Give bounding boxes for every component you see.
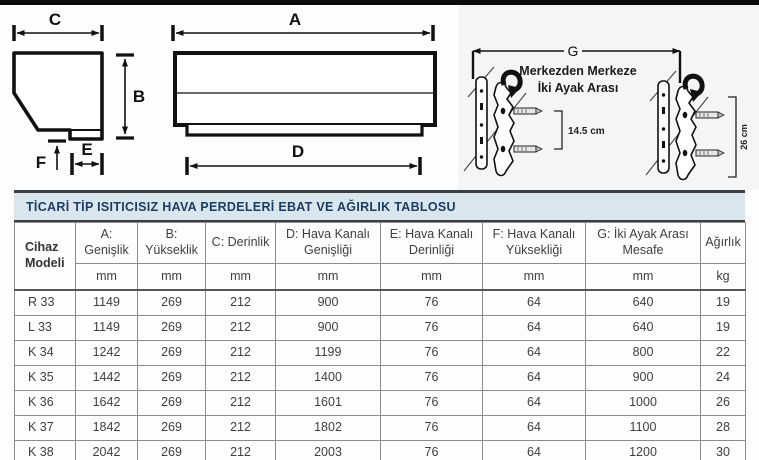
dim-f-label: F bbox=[35, 153, 47, 172]
column-header: F: Hava Kanalı Yüksekliği bbox=[483, 223, 586, 264]
plate-hole bbox=[480, 123, 483, 126]
value-cell: 2042 bbox=[76, 441, 138, 460]
unit-front-lip bbox=[187, 125, 422, 135]
column-header: B: Yükseklik bbox=[138, 223, 206, 264]
column-unit: mm bbox=[206, 264, 276, 291]
plate-hole bbox=[662, 127, 665, 130]
value-cell: 1000 bbox=[586, 391, 701, 416]
side-profile-diagram bbox=[0, 5, 150, 190]
value-cell: 212 bbox=[206, 366, 276, 391]
value-cell: 1842 bbox=[76, 416, 138, 441]
model-cell: K 36 bbox=[15, 391, 76, 416]
value-cell: 64 bbox=[483, 441, 586, 460]
value-cell: 212 bbox=[206, 416, 276, 441]
plate-slot bbox=[480, 137, 483, 144]
value-cell: 1149 bbox=[76, 316, 138, 341]
bracket-hole bbox=[683, 150, 688, 156]
value-cell: 1100 bbox=[586, 416, 701, 441]
pin-spacing-bracket bbox=[554, 111, 562, 149]
front-view-diagram bbox=[150, 5, 460, 190]
spec-table-head bbox=[15, 223, 746, 291]
model-cell: L 33 bbox=[15, 316, 76, 341]
anchor-pin bbox=[514, 108, 542, 114]
value-cell: 28 bbox=[701, 416, 746, 441]
value-cell: 269 bbox=[138, 416, 206, 441]
plate-hole bbox=[480, 89, 483, 92]
column-unit: mm bbox=[138, 264, 206, 291]
value-cell: 19 bbox=[701, 290, 746, 316]
value-cell: 22 bbox=[701, 341, 746, 366]
plate-hole bbox=[480, 155, 483, 158]
value-cell: 1199 bbox=[276, 341, 381, 366]
value-cell: 900 bbox=[276, 290, 381, 316]
anchor-pin bbox=[696, 150, 724, 156]
mounting-caption-line1: Merkezden Merkeze bbox=[519, 64, 637, 78]
value-cell: 76 bbox=[381, 290, 483, 316]
bracket-hole bbox=[501, 146, 506, 152]
column-header: Ağırlık bbox=[701, 223, 746, 264]
column-header: D: Hava Kanalı Genişliği bbox=[276, 223, 381, 264]
model-cell: K 34 bbox=[15, 341, 76, 366]
dim-e-label: E bbox=[81, 140, 93, 159]
value-cell: 76 bbox=[381, 441, 483, 460]
value-cell: 26 bbox=[701, 391, 746, 416]
column-header: C: Derinlik bbox=[206, 223, 276, 264]
value-cell: 1400 bbox=[276, 366, 381, 391]
dim-c-label: C bbox=[48, 10, 62, 29]
column-unit: mm bbox=[76, 264, 138, 291]
value-cell: 76 bbox=[381, 316, 483, 341]
table-title bbox=[14, 190, 745, 222]
right-bracket bbox=[646, 71, 749, 180]
column-unit: mm bbox=[483, 264, 586, 291]
unit-front-outline bbox=[175, 53, 435, 125]
value-cell: 640 bbox=[586, 316, 701, 341]
spec-table-body bbox=[15, 290, 746, 460]
model-cell: K 37 bbox=[15, 416, 76, 441]
plate-slot bbox=[662, 141, 665, 148]
value-cell: 269 bbox=[138, 366, 206, 391]
column-unit: mm bbox=[586, 264, 701, 291]
value-cell: 64 bbox=[483, 290, 586, 316]
table-row bbox=[15, 441, 746, 460]
table-row bbox=[15, 316, 746, 341]
value-cell: 800 bbox=[586, 341, 701, 366]
mounting-bracket-diagram bbox=[458, 5, 759, 190]
table-row bbox=[15, 290, 746, 316]
column-unit: kg bbox=[701, 264, 746, 291]
unit-profile-outline bbox=[14, 53, 102, 139]
value-cell: 64 bbox=[483, 341, 586, 366]
value-cell: 64 bbox=[483, 366, 586, 391]
value-cell: 64 bbox=[483, 391, 586, 416]
bracket-hole bbox=[683, 112, 688, 118]
value-cell: 900 bbox=[276, 316, 381, 341]
value-cell: 212 bbox=[206, 290, 276, 316]
model-cell: R 33 bbox=[15, 290, 76, 316]
spec-table bbox=[14, 222, 746, 460]
table-row bbox=[15, 416, 746, 441]
column-header: G: İki Ayak Arası Mesafe bbox=[586, 223, 701, 264]
value-cell: 269 bbox=[138, 316, 206, 341]
plate-slot bbox=[662, 107, 665, 114]
header-label-row bbox=[15, 223, 746, 264]
value-cell: 212 bbox=[206, 341, 276, 366]
dim-d-label: D bbox=[291, 142, 305, 161]
value-cell: 900 bbox=[586, 366, 701, 391]
table-row bbox=[15, 341, 746, 366]
value-cell: 1442 bbox=[76, 366, 138, 391]
value-cell: 64 bbox=[483, 316, 586, 341]
bracket-hole bbox=[501, 108, 506, 114]
plate-hole bbox=[662, 93, 665, 96]
dim-a-label: A bbox=[288, 10, 302, 29]
header-unit-row bbox=[15, 264, 746, 291]
value-cell: 269 bbox=[138, 391, 206, 416]
value-cell: 76 bbox=[381, 416, 483, 441]
mounting-caption-line2: İki Ayak Arası bbox=[537, 81, 619, 95]
value-cell: 269 bbox=[138, 441, 206, 460]
value-cell: 212 bbox=[206, 316, 276, 341]
model-cell: K 35 bbox=[15, 366, 76, 391]
value-cell: 212 bbox=[206, 441, 276, 460]
bracket-height-bracket bbox=[728, 97, 736, 177]
value-cell: 212 bbox=[206, 391, 276, 416]
table-row bbox=[15, 391, 746, 416]
value-cell: 2003 bbox=[276, 441, 381, 460]
anchor-pin bbox=[696, 112, 724, 118]
plate-hole bbox=[662, 159, 665, 162]
pin-spacing-label: 14.5 cm bbox=[568, 126, 605, 137]
value-cell: 1149 bbox=[76, 290, 138, 316]
plate-slot bbox=[480, 103, 483, 110]
column-unit: mm bbox=[381, 264, 483, 291]
column-unit: mm bbox=[276, 264, 381, 291]
column-header-model: Cihaz Modeli bbox=[15, 223, 76, 291]
value-cell: 76 bbox=[381, 341, 483, 366]
column-header: E: Hava Kanalı Derinliği bbox=[381, 223, 483, 264]
value-cell: 30 bbox=[701, 441, 746, 460]
table-row bbox=[15, 366, 746, 391]
value-cell: 1642 bbox=[76, 391, 138, 416]
value-cell: 269 bbox=[138, 290, 206, 316]
value-cell: 24 bbox=[701, 366, 746, 391]
dim-g-label: G bbox=[567, 43, 579, 59]
value-cell: 76 bbox=[381, 366, 483, 391]
value-cell: 269 bbox=[138, 341, 206, 366]
model-cell: K 38 bbox=[15, 441, 76, 460]
value-cell: 640 bbox=[586, 290, 701, 316]
bracket-height-label: 26 cm bbox=[739, 124, 749, 150]
anchor-pin bbox=[514, 146, 542, 152]
value-cell: 1242 bbox=[76, 341, 138, 366]
value-cell: 1200 bbox=[586, 441, 701, 460]
column-header: A: Genişlik bbox=[76, 223, 138, 264]
dim-b-label: B bbox=[132, 87, 146, 106]
table-title-text: TİCARİ TİP ISITICISIZ HAVA PERDELERİ EBAT VE AĞIRLIK TABLOSU bbox=[26, 199, 456, 214]
value-cell: 1601 bbox=[276, 391, 381, 416]
value-cell: 1802 bbox=[276, 416, 381, 441]
value-cell: 76 bbox=[381, 391, 483, 416]
value-cell: 64 bbox=[483, 416, 586, 441]
value-cell: 19 bbox=[701, 316, 746, 341]
